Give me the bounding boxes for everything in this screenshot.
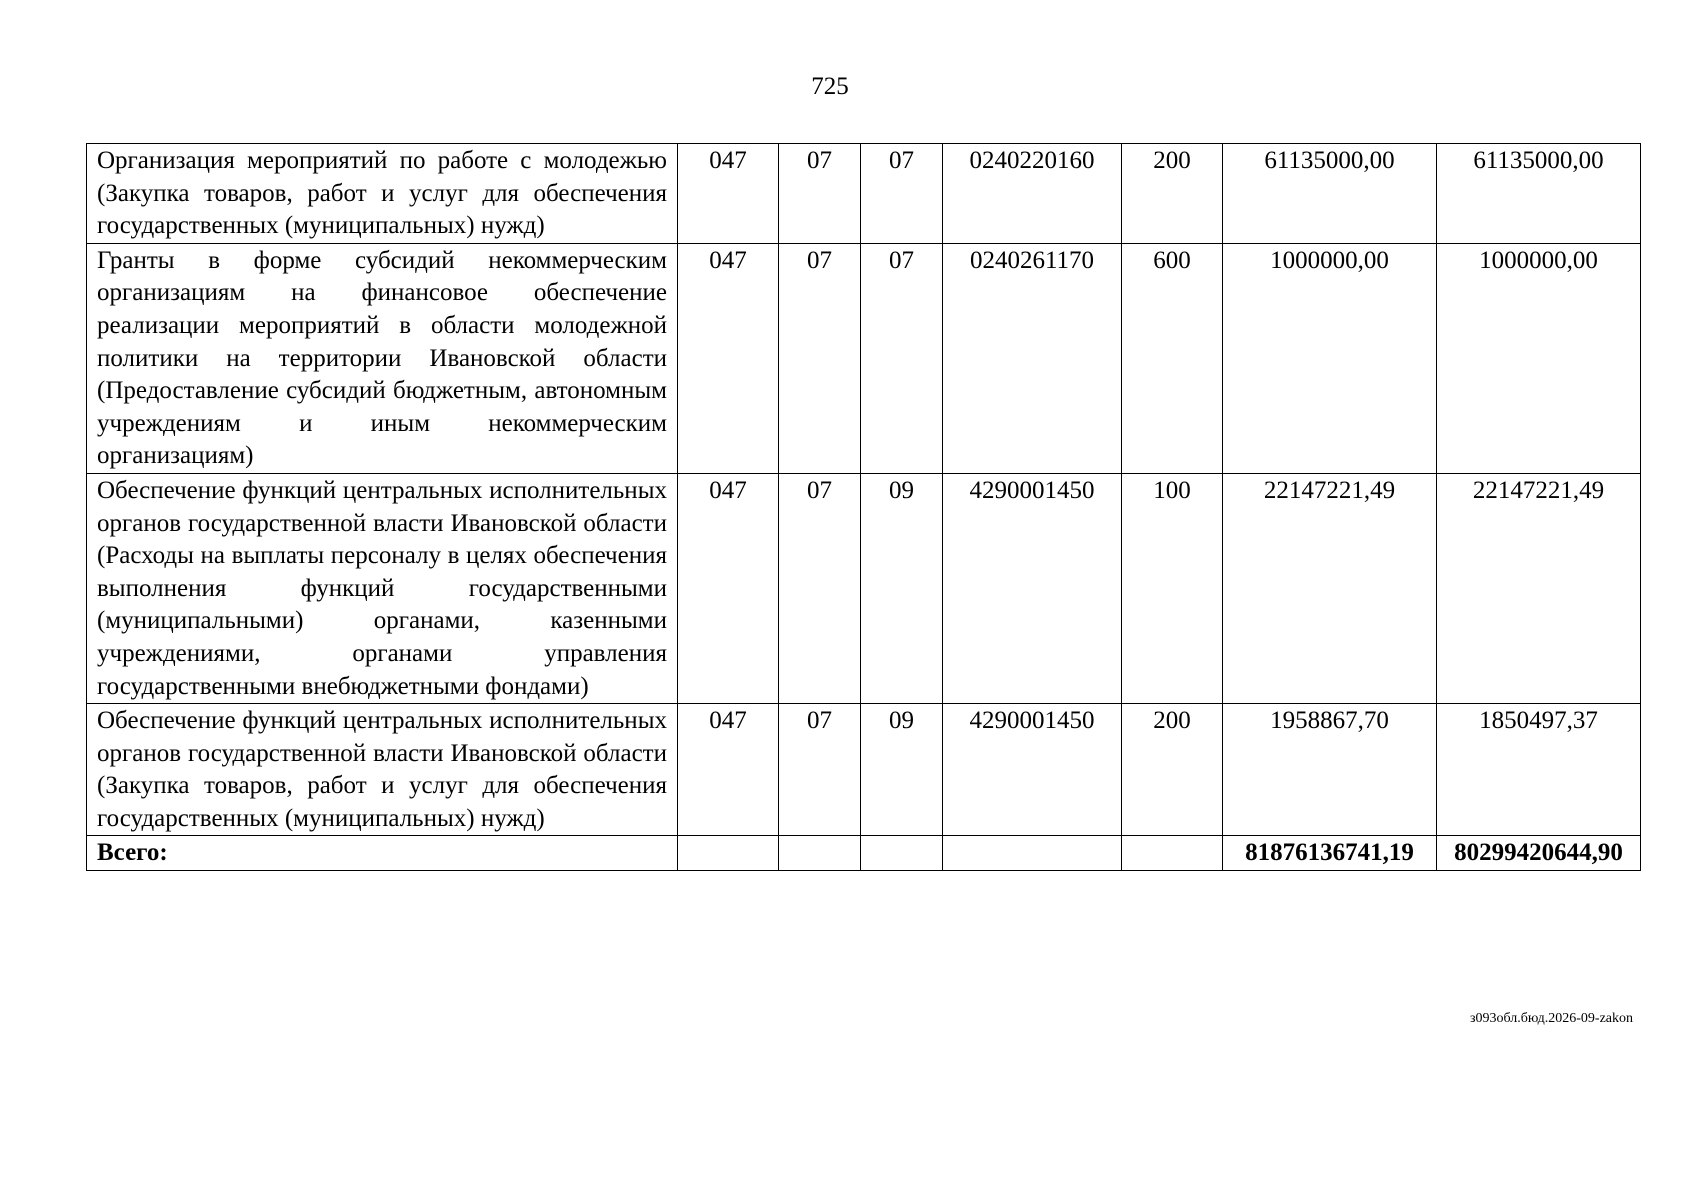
empty-cell (861, 836, 943, 871)
section-code: 07 (779, 243, 861, 473)
target-article-code: 0240261170 (943, 243, 1122, 473)
row-description: Обеспечение функций центральных исполнительных органов государственной власти Ивановской области (Закупка товаров, работ и услуг для обеспечения государственных (муниципальных) нужд) (87, 704, 678, 836)
target-article-code: 0240220160 (943, 144, 1122, 244)
expense-type-code: 100 (1122, 473, 1223, 703)
section-code: 07 (779, 704, 861, 836)
expense-type-code: 200 (1122, 704, 1223, 836)
amount-year-2: 22147221,49 (1437, 473, 1641, 703)
amount-year-1: 22147221,49 (1223, 473, 1437, 703)
table-row (87, 243, 1641, 473)
empty-cell (943, 836, 1122, 871)
amount-year-1: 61135000,00 (1223, 144, 1437, 244)
row-description: Гранты в форме субсидий некоммерческим организациям на финансовое обеспечение реализации мероприятий в области молодежной политики на территории Ивановской области (Предоставление субсидий бюджетным, автономным учреждениям и иным некоммерческим организациям) (87, 243, 678, 473)
empty-cell (779, 836, 861, 871)
table-row (87, 473, 1641, 703)
target-article-code: 4290001450 (943, 473, 1122, 703)
document-id: з093обл.бюд.2026-09-zakon (1469, 1011, 1633, 1026)
empty-cell (678, 836, 779, 871)
ministry-code: 047 (678, 243, 779, 473)
table-row (87, 144, 1641, 244)
amount-year-2: 1000000,00 (1437, 243, 1641, 473)
section-code: 07 (779, 144, 861, 244)
subsection-code: 07 (861, 144, 943, 244)
ministry-code: 047 (678, 473, 779, 703)
table-row (87, 704, 1641, 836)
budget-table (86, 143, 1641, 871)
amount-year-2: 1850497,37 (1437, 704, 1641, 836)
row-description: Обеспечение функций центральных исполнительных органов государственной власти Ивановской области (Расходы на выплаты персоналу в целях обеспечения выполнения функций государственными (муниципальными) органами, казенными учреждениями, органами управления государственными внебюджетными фондами) (87, 473, 678, 703)
total-amount-year-1: 81876136741,19 (1223, 836, 1437, 871)
page-number: 725 (811, 73, 849, 100)
expense-type-code: 200 (1122, 144, 1223, 244)
row-description: Организация мероприятий по работе с молодежью (Закупка товаров, работ и услуг для обеспечения государственных (муниципальных) нужд) (87, 144, 678, 244)
target-article-code: 4290001450 (943, 704, 1122, 836)
expense-type-code: 600 (1122, 243, 1223, 473)
subsection-code: 09 (861, 473, 943, 703)
subsection-code: 09 (861, 704, 943, 836)
section-code: 07 (779, 473, 861, 703)
ministry-code: 047 (678, 144, 779, 244)
empty-cell (1122, 836, 1223, 871)
amount-year-2: 61135000,00 (1437, 144, 1641, 244)
total-row (87, 836, 1641, 871)
total-label: Всего: (87, 836, 678, 871)
total-amount-year-2: 80299420644,90 (1437, 836, 1641, 871)
amount-year-1: 1000000,00 (1223, 243, 1437, 473)
subsection-code: 07 (861, 243, 943, 473)
ministry-code: 047 (678, 704, 779, 836)
amount-year-1: 1958867,70 (1223, 704, 1437, 836)
